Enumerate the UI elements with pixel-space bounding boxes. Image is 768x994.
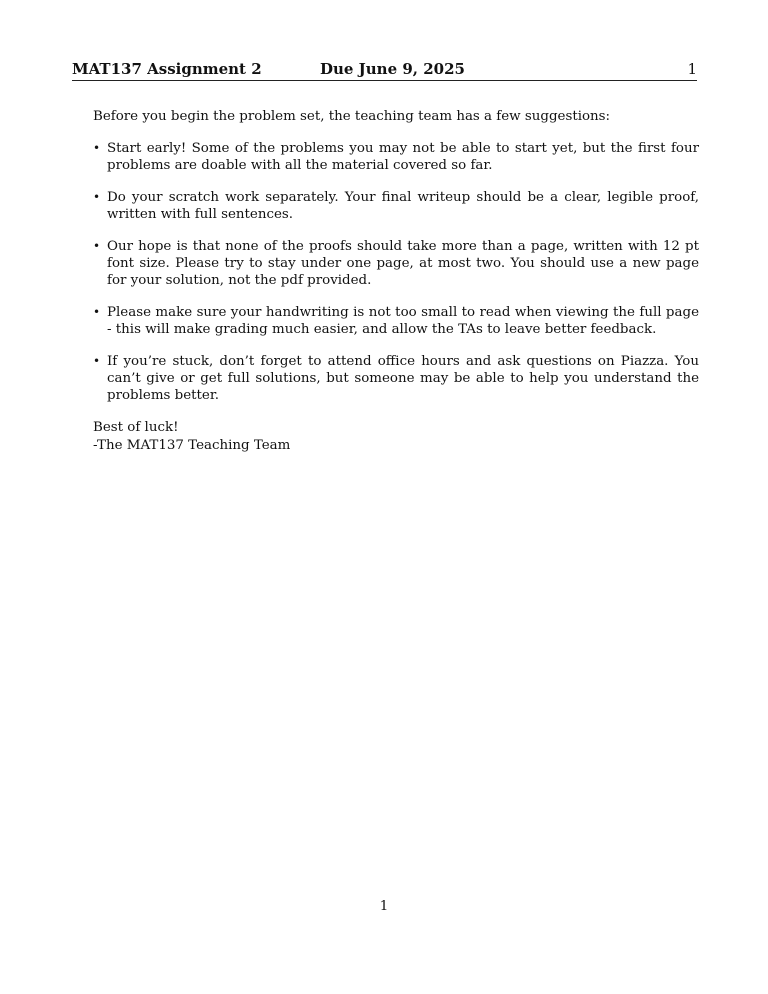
list-item xyxy=(93,304,699,338)
list-item xyxy=(93,353,699,404)
list-item-text: If you’re stuck, don’t forget to attend office hours and ask questions on Piazza. You can’t give or get full solutions, but someone may be able to help you understand the problems better. xyxy=(107,354,699,403)
signature-line: -The MAT137 Teaching Team xyxy=(93,438,291,453)
bullet-icon: • xyxy=(93,190,101,204)
list-item xyxy=(93,238,699,289)
list-item-text: Please make sure your handwriting is not too small to read when viewing the full page - this will make grading much easier, and allow the TAs to leave better feedback. xyxy=(107,305,699,337)
main-content xyxy=(93,108,699,455)
suggestions-list xyxy=(93,140,699,404)
list-item-text: Start early! Some of the problems you may not be able to start yet, but the first four problems are doable with all the material covered so far. xyxy=(107,141,699,173)
bullet-icon: • xyxy=(93,239,101,253)
list-item xyxy=(93,140,699,174)
footer-page-number: 1 xyxy=(379,899,389,914)
list-item-text: Do your scratch work separately. Your final writeup should be a clear, legible proof, written with full sentences. xyxy=(107,190,699,222)
running-header xyxy=(72,60,697,81)
due-date: Due June 9, 2025 xyxy=(320,60,465,78)
bullet-icon: • xyxy=(93,141,101,155)
closing-line: Best of luck! xyxy=(93,420,179,435)
bullet-icon: • xyxy=(93,354,101,368)
header-page-number: 1 xyxy=(687,60,697,78)
assignment-title: MAT137 Assignment 2 xyxy=(72,60,262,78)
closing-signature xyxy=(93,419,699,455)
intro-paragraph: Before you begin the problem set, the teaching team has a few suggestions: xyxy=(93,109,611,124)
bullet-icon: • xyxy=(93,305,101,319)
list-item-text: Our hope is that none of the proofs should take more than a page, written with 12 pt font size. Please try to stay under one page, at most two. You should use a new page for your solution, not the pdf provided. xyxy=(107,239,699,288)
list-item xyxy=(93,189,699,223)
